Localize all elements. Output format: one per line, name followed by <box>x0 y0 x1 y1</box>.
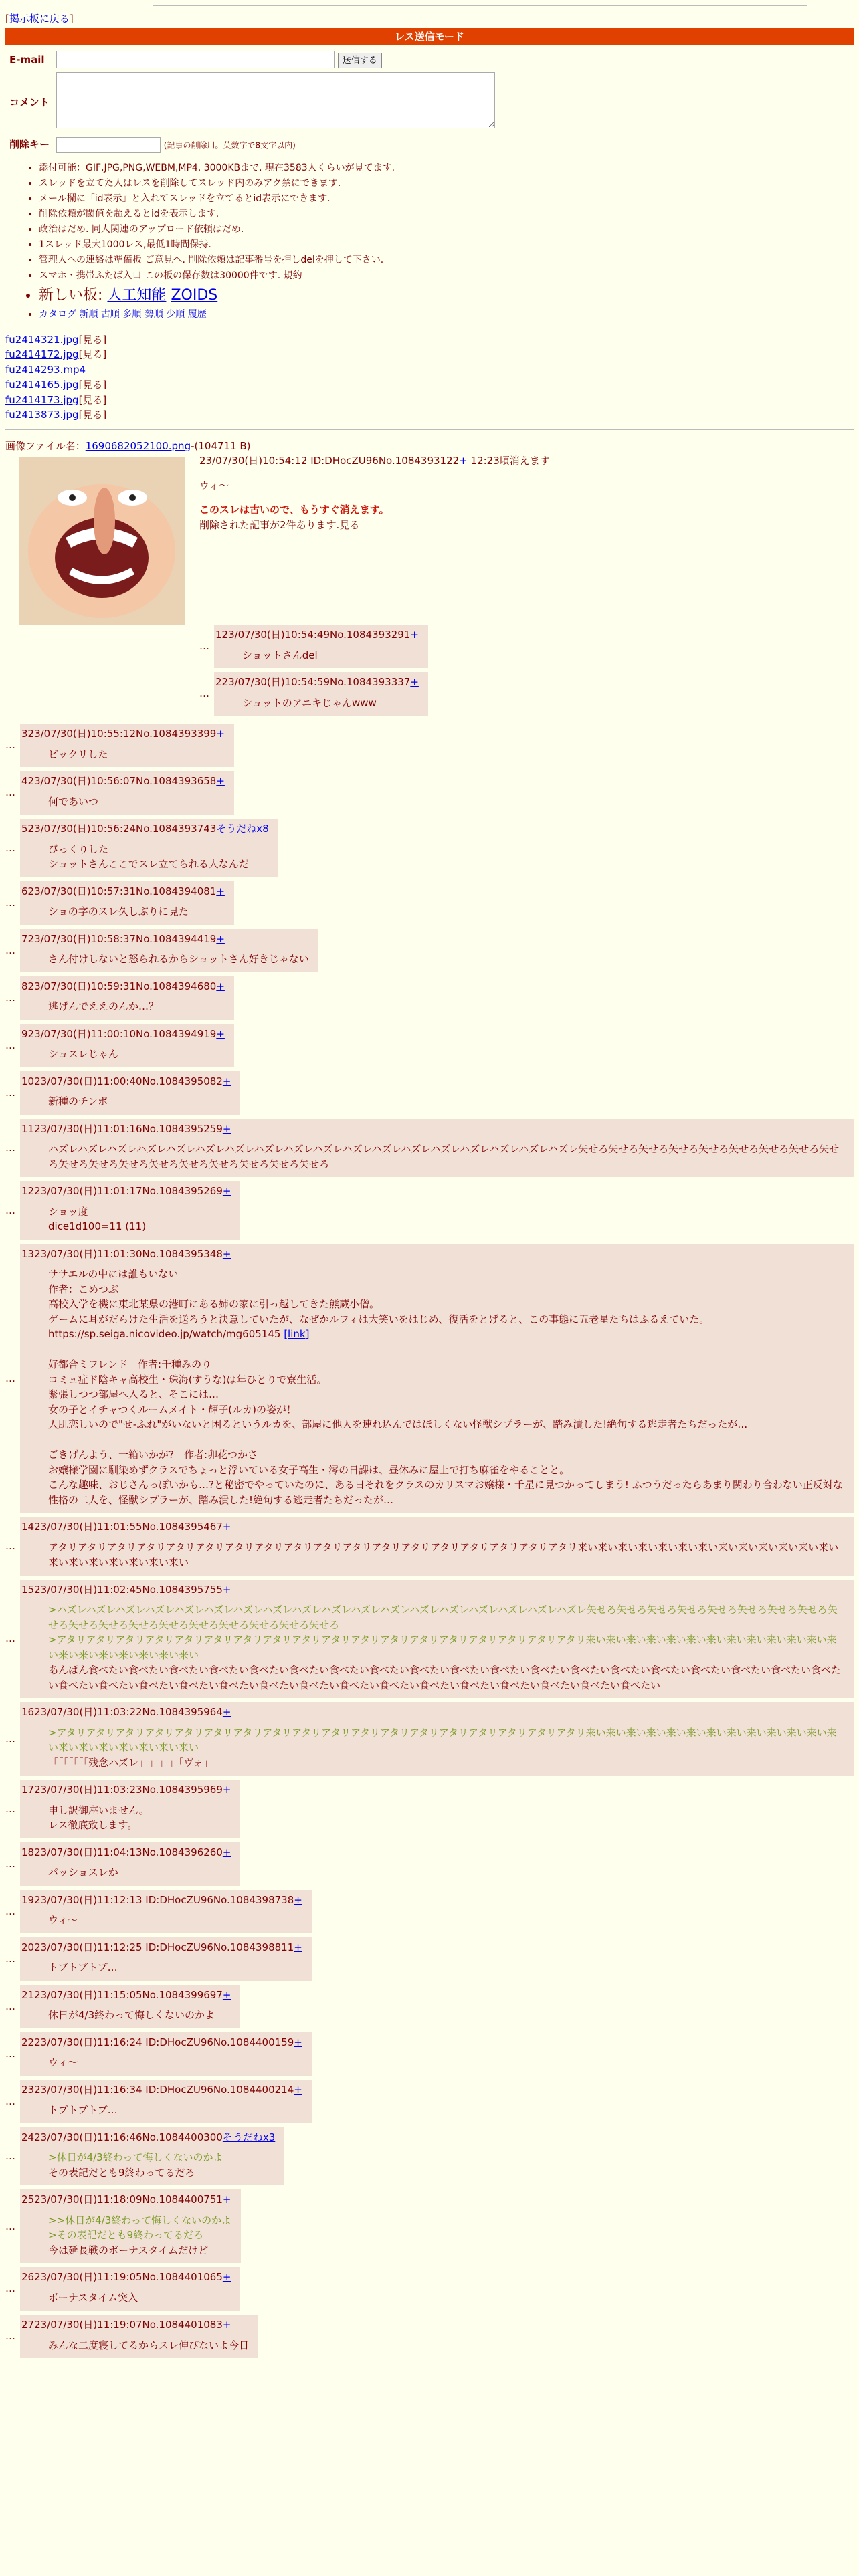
body-line: https://sp.seiga.nicovideo.jp/watch/mg605145 [link] <box>48 1328 310 1340</box>
body-line: お嬢様学園に馴染めずクラスでちょっと浮いている女子高生・澪の日課は、昼休みに屋上で打ち麻雀をやることと。 <box>48 1463 570 1476</box>
body-line: 人肌恋しいので"せ-ふれ"がいないと困るというルカを、部屋に他人を連れ込んではほしくない怪獣シプラーが、踏み潰した!絶句する逃走者たちだったが… <box>48 1418 748 1430</box>
reply-post <box>5 1890 854 1933</box>
body-line: 新種のチンポ <box>48 1095 108 1107</box>
reply-header <box>21 932 309 947</box>
reply-meta: 2623/07/30(日)11:19:05No.1084401065 <box>21 2271 223 2283</box>
file-link[interactable]: fu2414173.jpg <box>5 393 79 406</box>
comment-textarea[interactable] <box>56 72 495 128</box>
reply-header <box>21 726 225 742</box>
reply-plus-link[interactable]: + <box>222 2193 231 2206</box>
reply-box <box>20 1119 854 1178</box>
reply-post <box>5 1024 854 1067</box>
reply-box <box>20 1780 240 1838</box>
reply-meta: 2423/07/30(日)11:16:46No.1084400300 <box>21 2131 223 2143</box>
new-board-link-zoids[interactable]: ZOIDS <box>171 286 218 304</box>
email-field[interactable] <box>56 51 335 68</box>
reply-body <box>242 648 419 663</box>
reply-dots: … <box>5 2000 15 2012</box>
mode-title-bar: レス送信モード <box>5 28 854 46</box>
reply-post <box>5 2315 854 2358</box>
reply-body <box>48 2213 231 2258</box>
reply-dots: … <box>5 944 15 956</box>
op-thumbnail[interactable] <box>19 457 185 625</box>
reply-dots: … <box>5 1539 15 1552</box>
body-line: こんな趣味、おじさんっぽいかも…?と秘密でやっていたのに、ある日それをクラスのカリスマお嬢様・千星に見つかってしまう! ふつうだったらあまり関わり合わない正反対な性格の二人を、怪獣シプラーが、踏み潰した!絶句する逃走者たちだったが… <box>48 1479 843 1506</box>
reply-meta: 923/07/30(日)11:00:10No.1084394919 <box>21 1027 217 1040</box>
reply-plus-link[interactable]: + <box>222 1988 231 2001</box>
email-label: E-mail <box>9 53 45 66</box>
reply-meta: 1023/07/30(日)11:00:40No.1084395082 <box>21 1075 223 1087</box>
body-line: 申し訳御座いません。 <box>48 1804 149 1816</box>
reply-plus-link[interactable]: + <box>216 728 225 740</box>
reply-header <box>21 1184 231 1199</box>
reply-meta: 423/07/30(日)10:56:07No.1084393658 <box>21 775 217 787</box>
body-line: ボーナスタイム突入 <box>48 2291 138 2304</box>
back-nav: [掲示板に戻る] <box>5 13 74 25</box>
file-link[interactable]: fu2414165.jpg <box>5 379 79 391</box>
reply-dots: … <box>5 2047 15 2060</box>
reply-dots: … <box>5 1905 15 1917</box>
reply-plus-link[interactable]: + <box>294 1893 302 1906</box>
history-link[interactable]: 履歴 <box>187 308 207 320</box>
body-line: トブトブトブ… <box>48 2104 118 2116</box>
op-body-text: ウィ〜 <box>199 479 229 492</box>
reply-header <box>21 2082 302 2098</box>
reply-body <box>48 952 309 967</box>
body-line: アタリアタリアタリアタリアタリアタリアタリアタリアタリアタリアタリアタリアタリアタリアタリアタリアタリアタリ来い来い来い来い来い来い来い来い来い来い来い来い来い来い来い来い来い来い来い来い <box>48 1541 839 1568</box>
reply-plus-link[interactable]: + <box>222 1075 231 1087</box>
reply-box <box>20 819 278 877</box>
body-line: 女の子とイチャつくルームメイト・輝子(ルカ)の姿が！ <box>48 1403 296 1416</box>
reply-post <box>5 1119 854 1178</box>
reply-box <box>20 2189 241 2263</box>
reply-post <box>5 2267 854 2311</box>
body-line: 休日が4/3終わって悔しくないのかよ <box>48 2009 215 2021</box>
reply-post <box>5 1937 854 1981</box>
quote-line: >>休日が4/3終わって悔しくないのかよ <box>48 2214 232 2226</box>
reply-plus-link[interactable]: + <box>294 2083 302 2096</box>
reply-header <box>21 821 269 837</box>
file-link[interactable]: fu2414172.jpg <box>5 348 79 360</box>
reply-post <box>5 2189 854 2263</box>
sodane-link[interactable]: そうだねx3 <box>222 2131 276 2143</box>
reply-header <box>21 1247 844 1262</box>
rule-item: • 1スレッド最大1000レス,最低1時間保持. <box>39 238 854 252</box>
reply-body <box>48 1865 231 1881</box>
reply-box <box>20 1985 240 2028</box>
op-file-info: 画像ファイル名：1690682052100.png-(104711 B) <box>5 439 251 452</box>
reply-body <box>48 1204 231 1235</box>
reply-meta: 2523/07/30(日)11:18:09No.1084400751 <box>21 2193 223 2206</box>
reply-header <box>21 2270 231 2285</box>
file-item: fu2414165.jpg[見る] <box>5 379 107 391</box>
reply-meta: 1423/07/30(日)11:01:55No.1084395467 <box>21 1521 223 1533</box>
reply-post <box>5 724 854 767</box>
reply-post <box>5 1580 854 1699</box>
reply-plus-link[interactable]: + <box>222 1122 231 1135</box>
reply-plus-link[interactable]: + <box>294 2036 302 2048</box>
reply-dots: … <box>5 991 15 1004</box>
reply-box <box>20 1702 854 1776</box>
reply-meta: 1223/07/30(日)11:01:17No.1084395269 <box>21 1185 223 1197</box>
thread <box>5 439 854 2359</box>
reply-plus-link[interactable]: + <box>410 676 419 688</box>
reply-dots: … <box>5 1632 15 1644</box>
body-line: 高校入学を機に東北某県の港町にある姉の家に引っ越してきた熊蔵小僧。 <box>48 1298 380 1310</box>
sort-new-link[interactable]: 新順 <box>79 308 98 320</box>
reply-dots: … <box>5 841 15 854</box>
body-line: ショットのアニキじゃんwww <box>242 696 377 709</box>
reply-box <box>20 1071 240 1115</box>
reply-header <box>21 1940 302 1955</box>
reply-body <box>48 1913 302 1928</box>
reply-box <box>20 724 234 767</box>
reply-post <box>5 771 854 815</box>
rule-item: • メール欄に「id表示」と入れてスレッドを立てるとid表示にできます. <box>39 192 854 206</box>
rule-item: • 削除依頼が閾値を超えるとidを表示します. <box>39 207 854 221</box>
body-line: あんぱん食べたい食べたい食べたい食べたい食べたい食べたい食べたい食べたい食べたい食べたい食べたい食べたい食べたい食べたい食べたい食べたい食べたい食べたい食べたい食べたい食べたい食べたい食べたい食べたい食べたい食べたい食べたい食べたい食べたい食べたい食べたい食べたい食べたい食べたい <box>48 1664 842 1691</box>
reply-plus-link[interactable]: + <box>216 1027 225 1040</box>
body-line: ゲームに耳がだらけた生活を送ろうと決意していたが、なぜかルフィは大笑いをはじめ、復活をとげると、この事態に五老星たちはふるえていた。 <box>48 1313 710 1325</box>
reply-meta: 2123/07/30(日)11:15:05No.1084399697 <box>21 1988 223 2001</box>
back-to-board-link[interactable]: 掲示板に戻る <box>9 13 70 25</box>
reply-box <box>20 1842 240 1886</box>
reply-header <box>21 884 225 899</box>
reply-meta: 1723/07/30(日)11:03:23No.1084395969 <box>21 1784 223 1796</box>
reply-plus-link[interactable]: + <box>222 2319 231 2331</box>
reply-meta: 623/07/30(日)10:57:31No.1084394081 <box>21 885 217 897</box>
reply-body <box>48 1047 225 1062</box>
quote-line: >アタリアタリアタリアタリアタリアタリアタリアタリアタリアタリアタリアタリアタリアタリアタリアタリアタリアタリ来い来い来い来い来い来い来い来い来い来い来い来い来い来い来い来い来い来い来い来い <box>48 1634 837 1661</box>
catalog-link[interactable]: カタログ <box>39 308 76 320</box>
reply-body <box>48 2338 249 2353</box>
reply-dots: … <box>5 1039 15 1051</box>
reply-meta: 523/07/30(日)10:56:24No.1084393743 <box>21 823 217 835</box>
file-item: fu2414172.jpg[見る] <box>5 348 107 360</box>
reply-dots: … <box>199 687 209 700</box>
reply-plus-link[interactable]: + <box>216 775 225 787</box>
reply-post <box>5 1780 854 1838</box>
body-line: レス徹底致します。 <box>48 1819 138 1831</box>
op-file-link[interactable]: 1690682052100.png <box>85 439 191 452</box>
reply-dots: … <box>5 1204 15 1216</box>
reply-box <box>20 2032 312 2076</box>
reply-dots: … <box>5 1732 15 1745</box>
reply-box <box>20 976 234 1020</box>
reply-header <box>21 1027 225 1042</box>
file-list <box>5 332 854 423</box>
body-line: びっくりした <box>48 843 109 855</box>
reply-meta: 723/07/30(日)10:58:37No.1084394419 <box>21 932 217 945</box>
reply-header <box>21 1782 231 1798</box>
reply-dots: … <box>5 1857 15 1870</box>
rule-item: • 添付可能：GIF,JPG,PNG,WEBM,MP4. 3000KBまで. 現在3583人くらいが見てます. <box>39 161 854 175</box>
reply-box <box>20 1580 854 1699</box>
reply-post <box>199 672 854 716</box>
reply-header <box>21 2035 302 2050</box>
reply-dots: … <box>5 2282 15 2295</box>
reply-meta: 123/07/30(日)10:54:49No.1084393291 <box>215 629 411 641</box>
body-line <box>48 1432 844 1448</box>
reply-box <box>20 2315 258 2358</box>
reply-dots: … <box>5 1372 15 1384</box>
rule-item: • スマホ・携帯ふたば入口 この板の保存数は30000件です. 規約 <box>39 269 854 283</box>
reply-post <box>5 1702 854 1776</box>
reply-body <box>48 1267 844 1507</box>
deleted-note[interactable]: 削除された記事が2件あります.見る <box>199 518 360 531</box>
reply-plus-link[interactable]: + <box>222 1247 231 1260</box>
reply-body <box>48 2055 302 2070</box>
reply-meta: 2223/07/30(日)11:16:24 ID:DHocZU96No.1084400159 <box>21 2036 294 2048</box>
reply-box <box>20 1244 854 1513</box>
file-item <box>5 362 854 378</box>
comment-label: コメント <box>9 96 50 108</box>
reply-post <box>5 2127 854 2186</box>
quote-line: >その表記だとも9終わってるだろ <box>48 2229 203 2241</box>
quote-line: >アタリアタリアタリアタリアタリアタリアタリアタリアタリアタリアタリアタリアタリアタリアタリアタリアタリアタリ来い来い来い来い来い来い来い来い来い来い来い来い来い来い来い来い来い来い来い来い <box>48 1726 837 1753</box>
reply-dots: … <box>199 640 209 653</box>
reply-body <box>48 2290 231 2306</box>
rule-item: • スレッドを立てた人はレスを削除してスレッド内のみアク禁にできます. <box>39 177 854 191</box>
reply-body <box>48 1602 844 1693</box>
reply-body <box>48 904 225 920</box>
reply-header <box>21 2192 231 2208</box>
reply-plus-link[interactable]: + <box>216 932 225 945</box>
reply-header <box>21 1845 231 1860</box>
reply-header <box>215 675 419 690</box>
body-line: ビックリした <box>48 748 108 760</box>
body-line: 逃げんでええのんか…？ <box>48 1000 159 1012</box>
body-line: dice1d100=11 (11) <box>48 1220 147 1232</box>
reply-meta: 223/07/30(日)10:54:59No.1084393337 <box>215 676 411 688</box>
reply-post <box>5 1244 854 1513</box>
body-line: トブトブトブ… <box>48 1961 118 1973</box>
reply-body <box>48 794 225 810</box>
file-link[interactable]: fu2413873.jpg <box>5 409 79 421</box>
reply-meta: 1323/07/30(日)11:01:30No.1084395348 <box>21 1247 223 1260</box>
reply-meta: 2323/07/30(日)11:16:34 ID:DHocZU96No.1084400214 <box>21 2083 294 2096</box>
reply-meta: 1923/07/30(日)11:12:13 ID:DHocZU96No.1084398738 <box>21 1893 294 1906</box>
submit-button[interactable]: 送信する <box>338 53 382 69</box>
reply-post <box>5 976 854 1020</box>
reply-dots: … <box>5 739 15 752</box>
sort-many-link[interactable]: 多順 <box>122 308 142 320</box>
reply-meta: 1623/07/30(日)11:03:22No.1084395964 <box>21 1706 223 1718</box>
reply-post <box>5 1517 854 1576</box>
body-line: 今は延長戦のボーナスタイムだけど <box>48 2244 209 2256</box>
quote-line: >ハズレハズレハズレハズレハズレハズレハズレハズレハズレハズレハズレハズレハズレハズレハズレハズレハズレハズレ矢せろ矢せろ矢せろ矢せろ矢せろ矢せろ矢せろ矢せろ矢せろ矢せろ矢せろ矢せろ矢せろ矢せろ矢せろ矢せろ矢せろ矢せろ <box>48 1604 838 1631</box>
reply-body <box>48 747 225 762</box>
file-link[interactable]: fu2414293.mp4 <box>5 363 86 376</box>
body-line: その表記だとも9終わってるだろ <box>48 2166 195 2179</box>
reply-post <box>5 1842 854 1886</box>
reply-dots: … <box>5 1086 15 1099</box>
body-line: ショスレじゃん <box>48 1048 118 1060</box>
rule-item: • 管理人への連絡は準備板 ご意見へ. 削除依頼は記事番号を押しdelを押して下さい. <box>39 253 854 267</box>
reply-header <box>21 1121 844 1137</box>
reply-box <box>20 1517 854 1576</box>
body-line: ショの字のスレ久しぶりに見た <box>48 905 189 918</box>
reply-meta: 1523/07/30(日)11:02:45No.1084395755 <box>21 1583 223 1596</box>
reply-box <box>20 881 234 925</box>
rules-list <box>5 161 854 322</box>
file-item: fu2413873.jpg[見る] <box>5 409 107 421</box>
reply-header <box>21 1893 302 1908</box>
rule-item: • 政治はだめ. 同人関連のアップロード依頼はだめ. <box>39 223 854 237</box>
sort-few-link[interactable]: 少順 <box>166 308 185 320</box>
reply-list <box>5 724 854 2358</box>
reply-post <box>5 819 854 877</box>
reply-box <box>20 1181 240 1240</box>
reply-meta: 2023/07/30(日)11:12:25 ID:DHocZU96No.1084398811 <box>21 1941 294 1953</box>
reply-plus-link[interactable]: + <box>216 885 225 897</box>
reply-dots: … <box>5 2150 15 2162</box>
reply-body <box>48 2150 275 2180</box>
quote-line: >休日が4/3終わって悔しくないのかよ <box>48 2151 223 2163</box>
reply-meta: 1123/07/30(日)11:01:16No.1084395259 <box>21 1122 223 1135</box>
reply-post <box>5 929 854 972</box>
reply-body <box>48 1960 302 1975</box>
reply-plus-link[interactable]: + <box>222 1846 231 1858</box>
reply-box <box>20 1890 312 1933</box>
body-line: ウィ〜 <box>48 1914 78 1926</box>
body-line: 「「「「「「「残念ハズレ」」」」」」」「ヴォ」 <box>48 1756 213 1769</box>
delkey-field[interactable] <box>56 137 161 153</box>
body-line: 作者：こめつぶ <box>48 1283 119 1295</box>
reply-header <box>21 1582 844 1598</box>
body-line: ササエルの中には誰もいない <box>48 1268 179 1280</box>
body-line: パッショスレか <box>48 1866 118 1879</box>
op-header: 23/07/30(日)10:54:12 ID:DHocZU96No.1084393122+ 12:23頃消えます <box>199 455 550 467</box>
expire-warning: このスレは古いので、もうすぐ消えます。 <box>199 504 389 516</box>
body-line: 好都合ミフレンド 作者:千種みのり <box>48 1358 212 1370</box>
board-links <box>39 308 854 322</box>
reply-post <box>5 881 854 925</box>
reply-header <box>21 1074 231 1089</box>
reply-box <box>20 2127 284 2186</box>
reply-box <box>20 1937 312 1981</box>
reply-plus-link[interactable]: + <box>222 1784 231 1796</box>
reply-header <box>21 774 225 789</box>
reply-header <box>21 2130 275 2145</box>
reply-header <box>21 1705 844 1720</box>
delkey-note: (記事の削除用。英数字で8文字以内) <box>163 140 296 150</box>
reply-plus-link[interactable]: + <box>222 1706 231 1718</box>
reply-dots: … <box>5 1952 15 1965</box>
body-line: コミュ症ド陰キャ高校生・珠海(すうな)は年ひとりで寮生活。 <box>48 1373 327 1386</box>
reply-meta: 2723/07/30(日)11:19:07No.1084401083 <box>21 2319 223 2331</box>
reply-post <box>5 1071 854 1115</box>
reply-box <box>214 625 428 668</box>
reply-header <box>21 1519 844 1535</box>
reply-dots: … <box>5 2330 15 2343</box>
reply-form <box>5 48 499 156</box>
reply-plus-link[interactable]: + <box>222 1521 231 1533</box>
reply-post <box>5 2080 854 2123</box>
reply-dots: … <box>5 896 15 909</box>
delkey-label: 削除キー <box>9 138 50 151</box>
top-divider <box>153 0 807 6</box>
body-line: ショッ度 <box>48 1205 88 1218</box>
reply-box <box>20 771 234 815</box>
op-plus-link[interactable]: + <box>459 455 468 467</box>
reply-body <box>48 1142 844 1172</box>
reply-meta: 323/07/30(日)10:55:12No.1084393399 <box>21 728 217 740</box>
reply-box <box>20 2267 240 2311</box>
body-line: さん付けしないと怒られるからショットさん好きじゃない <box>48 953 309 965</box>
body-line: みんな二度寝してるからスレ伸びないよ今日 <box>48 2339 250 2351</box>
external-link[interactable]: [link] <box>284 1328 310 1340</box>
reply-box <box>20 1024 234 1067</box>
reply-body <box>242 695 419 711</box>
reply-body <box>48 1094 231 1109</box>
new-board-link-ai[interactable]: 人工知能 <box>107 286 167 304</box>
reply-header <box>215 627 419 643</box>
reply-dots: … <box>5 1142 15 1154</box>
file-item: fu2414173.jpg[見る] <box>5 393 107 406</box>
body-line: 緊張しつつ部屋へ入ると、そこには… <box>48 1388 219 1400</box>
body-line: ショットさんここでスレ立てられる人なんだ <box>48 858 249 870</box>
reply-header <box>21 2317 249 2333</box>
reply-body <box>48 842 269 872</box>
reply-post <box>5 1985 854 2028</box>
reply-body <box>48 1725 844 1771</box>
body-line: ハズレハズレハズレハズレハズレハズレハズレハズレハズレハズレハズレハズレハズレハズレハズレハズレハズレハズレ矢せろ矢せろ矢せろ矢せろ矢せろ矢せろ矢せろ矢せろ矢せろ矢せろ矢せろ矢せろ矢せろ矢せろ矢せろ矢せろ矢せろ矢せろ <box>48 1143 840 1170</box>
reply-header <box>21 979 225 994</box>
reply-plus-link[interactable]: + <box>222 1185 231 1197</box>
divider <box>5 429 854 430</box>
reply-body <box>48 1803 231 1833</box>
body-line: ごきげんよう、一箱いかが? 作者:卯花つかさ <box>48 1448 258 1461</box>
reply-body <box>48 2008 231 2023</box>
reply-post <box>199 625 854 668</box>
sort-momentum-link[interactable]: 勢順 <box>144 308 163 320</box>
reply-dots: … <box>5 786 15 799</box>
sort-old-link[interactable]: 古順 <box>100 308 120 320</box>
body-line: ウィ〜 <box>48 2056 78 2068</box>
reply-box <box>214 672 428 716</box>
reply-plus-link[interactable]: + <box>294 1941 302 1953</box>
reply-meta: 823/07/30(日)10:59:31No.1084394680 <box>21 980 217 992</box>
file-link[interactable]: fu2414321.jpg <box>5 333 79 346</box>
reply-plus-link[interactable]: + <box>222 1583 231 1596</box>
reply-box <box>20 2080 312 2123</box>
reply-header <box>21 1988 231 2003</box>
reply-body <box>48 999 225 1014</box>
new-boards <box>39 284 854 306</box>
reply-dots: … <box>5 1802 15 1815</box>
body-line: 何であいつ <box>48 795 99 808</box>
reply-plus-link[interactable]: + <box>222 2271 231 2283</box>
reply-meta: 1823/07/30(日)11:04:13No.1084396260 <box>21 1846 223 1858</box>
reply-dots: … <box>5 2220 15 2232</box>
file-item: fu2414321.jpg[見る] <box>5 333 107 346</box>
sodane-link[interactable]: そうだねx8 <box>216 823 269 835</box>
reply-post <box>5 2032 854 2076</box>
reply-body <box>48 2103 302 2118</box>
reply-dots: … <box>5 2095 15 2107</box>
reply-post <box>5 1181 854 1240</box>
new-boards-label: 新しい板: <box>39 286 103 304</box>
body-line: ショットさんdel <box>242 649 318 661</box>
reply-body <box>48 1540 844 1570</box>
body-line <box>48 1342 844 1358</box>
reply-box <box>20 929 318 972</box>
reply-plus-link[interactable]: + <box>410 629 419 641</box>
reply-plus-link[interactable]: + <box>216 980 225 992</box>
